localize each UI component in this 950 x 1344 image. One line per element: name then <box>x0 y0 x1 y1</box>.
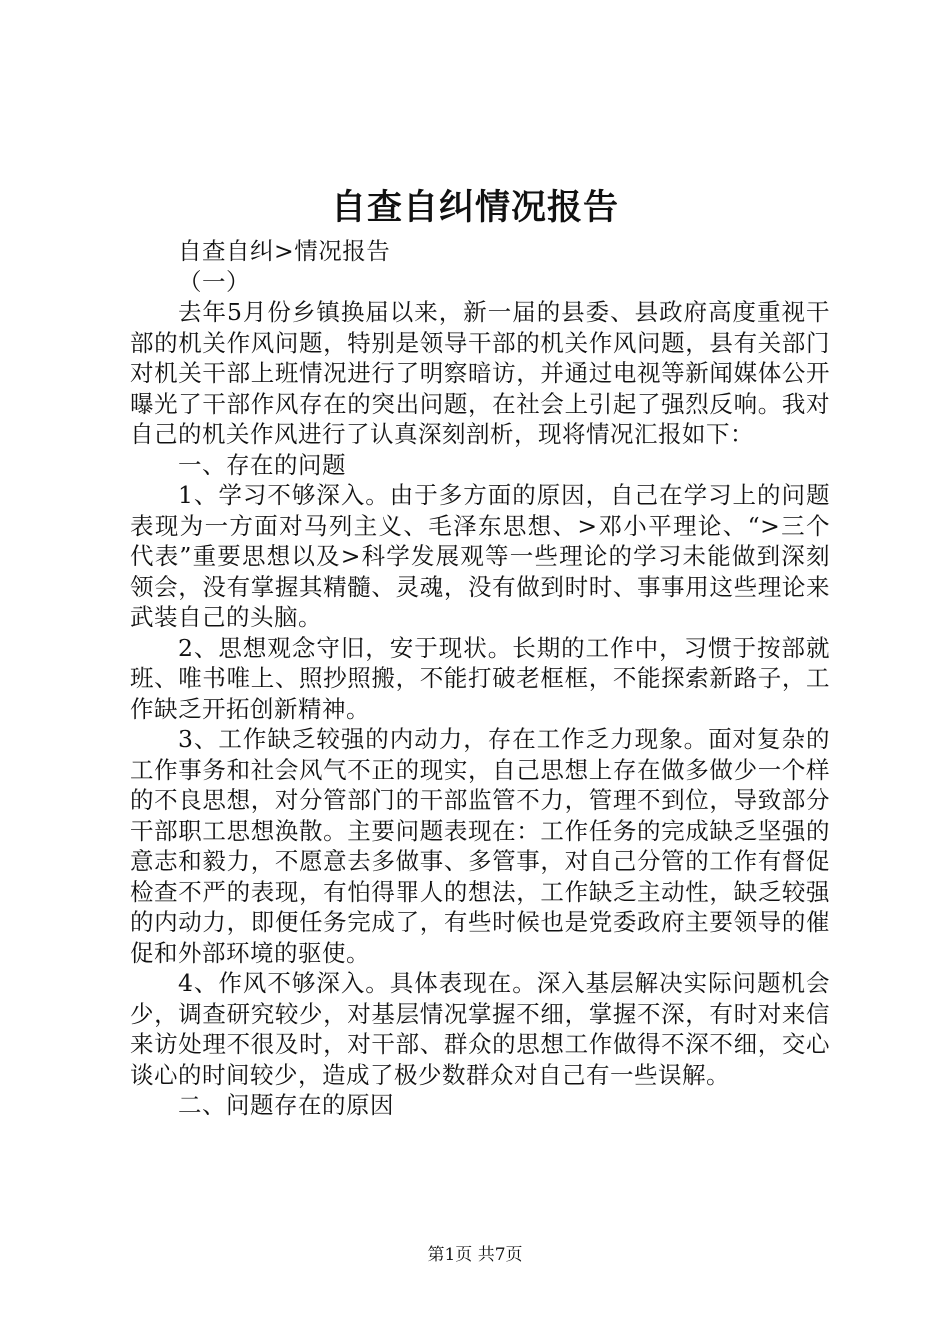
page-footer: 第1页 共7页 <box>427 1245 523 1265</box>
subtitle-line: 自查自纠>情况报告 <box>178 237 391 265</box>
problem-item-4: 4、作风不够深入。具体表现在。深入基层解决实际问题机会少，调查研究较少，对基层情况掌握不细，掌握不深，有时对来信来访处理不很及时，对干部、群众的思想工作做得不深不细，交心谈心的时间较少，造成了极少数群众对自己有一些误解。 <box>130 969 830 1089</box>
document-title: 自查自纠情况报告 <box>330 188 619 228</box>
section-heading-causes: 二、问题存在的原因 <box>178 1091 394 1119</box>
section-heading-problems: 一、存在的问题 <box>178 450 346 479</box>
problem-item-1: 1、学习不够深入。由于多方面的原因，自己在学习上的问题表现为一方面对马列主义、毛泽东思想、>邓小平理论、“>三个代表”重要思想以及>科学发展观等一些理论的学习未能做到深刻领会，没有掌握其精髓、灵魂，没有做到时时、事事用这些理论来武装自己的头脑。 <box>130 481 830 631</box>
problem-item-3: 3、工作缺乏较强的内动力，存在工作乏力现象。面对复杂的工作事务和社会风气不正的现实，自己思想上存在做多做少一个样的不良思想，对分管部门的干部监管不力，管理不到位，导致部分干部职工思想涣散。主要问题表现在：工作任务的完成缺乏坚强的意志和毅力，不愿意去多做事、多管事，对自己分管的工作有督促检查不严的表现，有怕得罪人的想法，工作缺乏主动性，缺乏较强的内动力，即便任务完成了，有些时候也是党委政府主要领导的催促和外部环境的驱使。 <box>130 725 830 967</box>
document-body <box>130 236 830 1121</box>
problem-item-2: 2、思想观念守旧，安于现状。长期的工作中，习惯于按部就班、唯书唯上、照抄照搬，不能打破老框框，不能探索新路子，工作缺乏开拓创新精神。 <box>130 633 830 723</box>
intro-paragraph: 去年5月份乡镇换届以来，新一届的县委、县政府高度重视干部的机关作风问题，特别是领导干部的机关作风问题，县有关部门对机关干部上班情况进行了明察暗访，并通过电视等新闻媒体公开曝光了干部作风存在的突出问题，在社会上引起了强烈反响。我对自己的机关作风进行了认真深刻剖析，现将情况汇报如下： <box>130 298 830 448</box>
section-marker: （一） <box>178 267 250 296</box>
